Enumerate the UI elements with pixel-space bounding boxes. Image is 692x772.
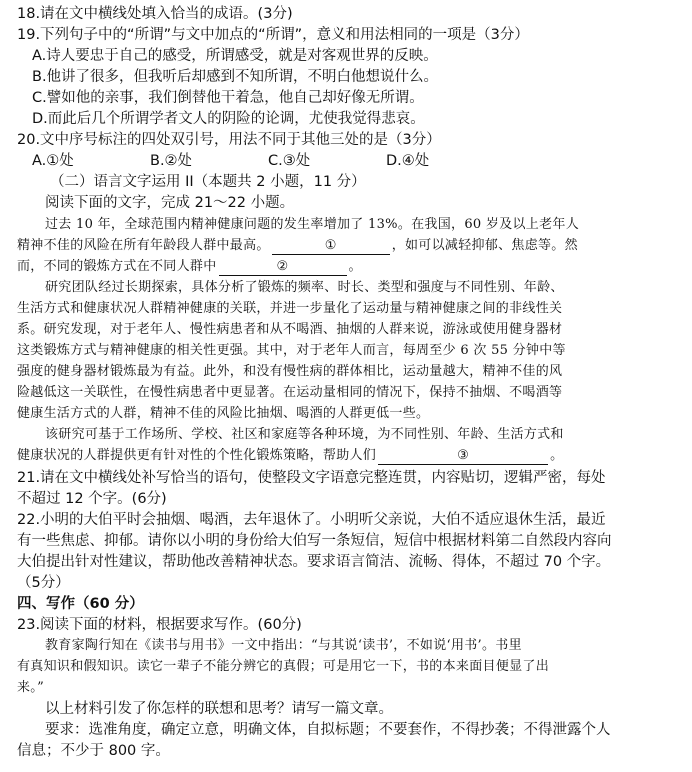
passage-p1-line3	[17, 257, 684, 277]
question-22-line3: 大伯提出针对性建议，帮助他改善精神状态。要求语言简洁、流畅、得体，不超过 70 个字。	[17, 554, 611, 570]
question-22-line2: 有一些焦虑、抑郁。请你以小明的身份给大伯写一条短信，短信中根据材料第二自然段内容向	[17, 533, 612, 549]
passage-p2-line1: 研究团队经过长期探索，具体分析了锻炼的频率、时长、类型和强度与不同性别、年龄、	[45, 280, 564, 295]
question-19-option-b: B.他讲了很多，但我听后却感到不知所谓，不明白他想说什么。	[32, 69, 439, 85]
question-20-stem: 20.文中序号标注的四处双引号，用法不同于其他三处的是（3分）	[17, 132, 441, 148]
answer-blank-2: ②	[219, 259, 347, 276]
question-21-line1: 21.请在文中横线处补写恰当的语句，使整段文字语意完整连贯，内容贴切，逻辑严密，每处	[17, 470, 606, 486]
passage-p3-line2	[17, 446, 684, 466]
passage-p3-text-b: 。	[550, 448, 564, 463]
passage-p1-line1: 过去 10 年，全球范围内精神健康问题的发生率增加了 13%。在我国，60 岁及以上老年人	[45, 217, 580, 232]
passage-p1-text-b: ，如可以减轻抑郁、焦虑等。然	[391, 238, 578, 253]
passage-p1-text-d: 。	[348, 259, 362, 274]
section-2-heading: （二）语言文字运用 II（本题共 2 小题，11 分）	[50, 174, 366, 190]
question-22-line4: （5分）	[17, 575, 70, 591]
question-23-prompt: 以上材料引发了你怎样的联想和思考？请写一篇文章。	[45, 701, 393, 717]
question-23-material-line1: 教育家陶行知在《读书与用书》一文中指出：“与其说‘读书’，不如说‘用书’。书里	[45, 638, 522, 653]
question-21-line2: 不超过 12 个字。(6分)	[17, 491, 167, 507]
question-20-choice-a: A.①处	[32, 153, 74, 169]
passage-p2-line5: 强度的健身器材锻炼最为有益。此外，和没有慢性病的群体相比，运动量越大，精神不佳的风	[17, 364, 563, 379]
question-19-option-d: D.而此后几个所谓学者文人的阴险的论调，尤使我觉得悲哀。	[32, 111, 425, 127]
question-22-line1: 22.小明的大伯平时会抽烟、喝酒，去年退休了。小明听父亲说，大伯不适应退休生活，最近	[17, 512, 606, 528]
question-20-choice-d: D.④处	[386, 153, 430, 169]
question-23-stem: 23.阅读下面的材料，根据要求写作。(60分)	[17, 617, 302, 633]
question-23-material-line3: 来。”	[17, 680, 45, 695]
passage-p2-line7: 健康生活方式的人群，精神不佳的风险比抽烟、喝酒的人群更低一些。	[17, 406, 430, 421]
question-19-option-c: C.譬如他的亲事，我们倒替他干着急，他自己却好像无所谓。	[32, 90, 424, 106]
passage-p1-line2	[17, 236, 684, 256]
question-19-stem: 19.下列句子中的“所谓”与文中加点的“所谓”，意义和用法相同的一项是（3分）	[17, 27, 529, 43]
passage-p2-line2: 生活方式和健康状况人群精神健康的关联，并进一步量化了运动量与精神健康之间的非线性关	[17, 301, 563, 316]
section-4-heading: 四、写作（60 分）	[17, 596, 144, 612]
question-23-material-line2: 有真知识和假知识。读它一辈子不能分辨它的真假；可是用它一下，书的本来面目便显了出	[17, 659, 550, 674]
answer-blank-1: ①	[272, 238, 390, 255]
passage-p3-text-a: 健康状况的人群提供更有针对性的个性化锻炼策略，帮助人们	[17, 448, 377, 463]
passage-p1-text-c: 而，不同的锻炼方式在不同人群中	[17, 259, 217, 274]
passage-p2-line3: 系。研究发现，对于老年人、慢性病患者和从不喝酒、抽烟的人群来说，游泳或使用健身器材	[17, 322, 563, 337]
question-18: 18.请在文中横线处填入恰当的成语。(3分)	[17, 6, 293, 22]
question-20-choices	[32, 151, 684, 171]
passage-p2-line4: 这类锻炼方式与精神健康的相关性更强。其中，对于老年人而言，每周至少 6 次 55 分钟中等	[17, 343, 566, 358]
passage-p3-line1: 该研究可基于工作场所、学校、社区和家庭等各种环境，为不同性别、年龄、生活方式和	[45, 427, 564, 442]
passage-p2-line6: 险越低这一关联性，在慢性病患者中更显著。在运动量相同的情况下，保持不抽烟、不喝酒等	[17, 385, 563, 400]
section-2-intro: 阅读下面的文字，完成 21～22 小题。	[45, 195, 295, 211]
question-23-requirements-line1: 要求：选准角度，确定立意，明确文体，自拟标题；不要套作，不得抄袭；不得泄露个人	[45, 722, 611, 738]
question-20-choice-b: B.②处	[150, 153, 193, 169]
question-23-requirements-line2: 信息；不少于 800 字。	[17, 743, 170, 759]
answer-blank-3: ③	[378, 448, 548, 465]
question-19-option-a: A.诗人要忠于自己的感受，所谓感受，就是对客观世界的反映。	[32, 48, 438, 64]
passage-p1-text-a: 精神不佳的风险在所有年龄段人群中最高。	[17, 238, 270, 253]
question-20-choice-c: C.③处	[268, 153, 311, 169]
